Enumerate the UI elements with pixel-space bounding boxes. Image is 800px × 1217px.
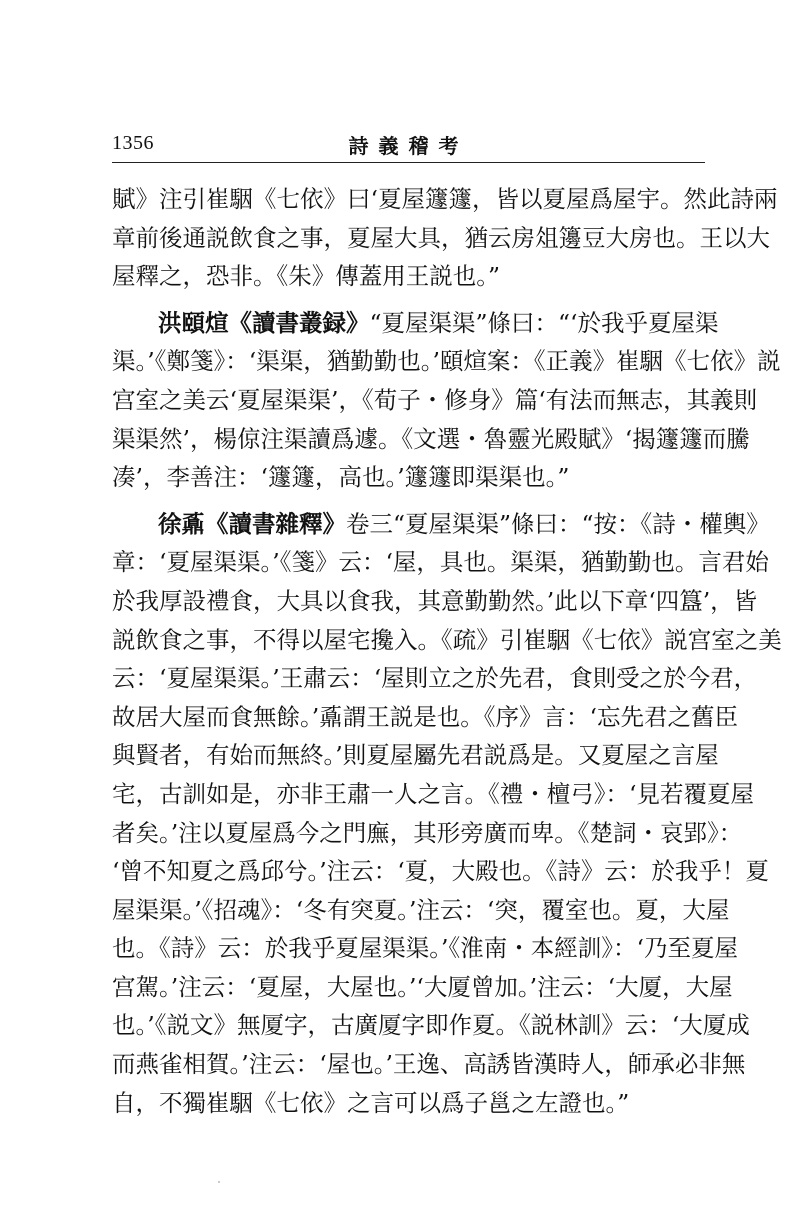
text-line: 故居大屋而食無餘。’鼒謂王説是也。《序》言：‘忘先君之舊臣	[112, 702, 738, 731]
text-line: 者矣。’注以夏屋爲今之門廡，其形旁廣而卑。《楚詞・哀郢》：	[112, 818, 743, 847]
text-line: 也。’《説文》無厦字，古廣厦字即作夏。《説林訓》云：‘大厦成	[112, 1011, 750, 1040]
text-line: 宫室之美云‘夏屋渠渠’，《荀子・修身》篇‘有法而無志，其義則	[112, 385, 758, 414]
paragraph-continuation	[112, 180, 778, 296]
text-line: 也。《詩》云：於我乎夏屋渠渠。’《淮南・本經訓》：‘乃至夏屋	[112, 934, 738, 963]
entry-title: 洪頤煊《讀書叢録》	[158, 308, 370, 337]
text-line: 宅，古訓如是，亦非王肅一人之言。《禮・檀弓》：‘見若覆夏屋	[112, 779, 754, 808]
text-line: 説飲食之事，不得以屋宅攙入。《疏》引崔駰《七依》説宫室之美	[112, 625, 782, 654]
text-line: 渠。’《鄭箋》：‘渠渠，猶勤勤也。’頤煊案：《正義》崔駰《七依》説	[112, 347, 781, 376]
text-line: 渠渠然’，楊倞注渠讀爲遽。《文選・魯靈光殿賦》‘揭籧籧而騰	[112, 424, 750, 453]
paragraph-hong-yixuan	[112, 304, 781, 497]
text-line: 屋釋之，恐非。《朱》傳蓋用王説也。”	[112, 262, 501, 291]
text-line: 凑’，李善注：‘籧籧，高也。’籧籧即渠渠也。”	[112, 463, 570, 492]
text-line: 於我厚設禮食，大具以食我，其意勤勤然。’此以下章‘四簋’，皆	[112, 586, 758, 615]
running-title: 詩義稽考	[348, 134, 469, 158]
text-line: 屋渠渠。’《招魂》：‘冬有突夏。’注云：‘突，覆室也。夏，大屋	[112, 895, 730, 924]
entry-title: 徐鼒《讀書雜釋》	[158, 509, 346, 538]
text-line: 而燕雀相賀。’注云：‘屋也。’王逸、高誘皆漢時人，師承必非無	[112, 1050, 746, 1079]
text-line: 自，不獨崔駰《七依》之言可以爲子邕之左證也。”	[112, 1088, 630, 1117]
text-line	[112, 505, 770, 544]
header-rule	[112, 162, 705, 163]
page-header	[112, 128, 705, 162]
text-body	[112, 180, 782, 1130]
text-run: “夏屋渠渠”條曰：“‘於我乎夏屋渠	[369, 308, 719, 337]
text-line: 宫駕。’注云：‘夏屋，大屋也。’‘大厦曾加。’注云：‘大厦，大屋	[112, 972, 733, 1001]
text-line	[112, 304, 719, 343]
text-line: 章前後通説飲食之事，夏屋大具，猶云房俎籩豆大房也。王以大	[112, 223, 770, 252]
text-line: 章：‘夏屋渠渠。’《箋》云：‘屋，具也。渠渠，猶勤勤也。言君始	[112, 548, 769, 577]
text-line: 云：‘夏屋渠渠。’王肅云：‘屋則立之於先君，食則受之於今君，	[112, 664, 758, 693]
text-line: ‘曾不知夏之爲邱兮。’注云：‘夏，大殿也。《詩》云：於我乎！夏	[112, 857, 769, 886]
page-number: 1356	[112, 132, 154, 154]
text-line: 賦》注引崔駰《七依》曰‘夏屋籧籧，皆以夏屋爲屋宇。然此詩兩	[112, 185, 778, 213]
scan-speck	[218, 1181, 220, 1183]
text-run: 卷三“夏屋渠渠”條曰：“按：《詩・權輿》	[346, 509, 770, 538]
paragraph-xu-zi	[112, 505, 782, 1123]
text-line: 與賢者，有始而無終。’則夏屋屬先君説爲是。又夏屋之言屋	[112, 741, 719, 770]
